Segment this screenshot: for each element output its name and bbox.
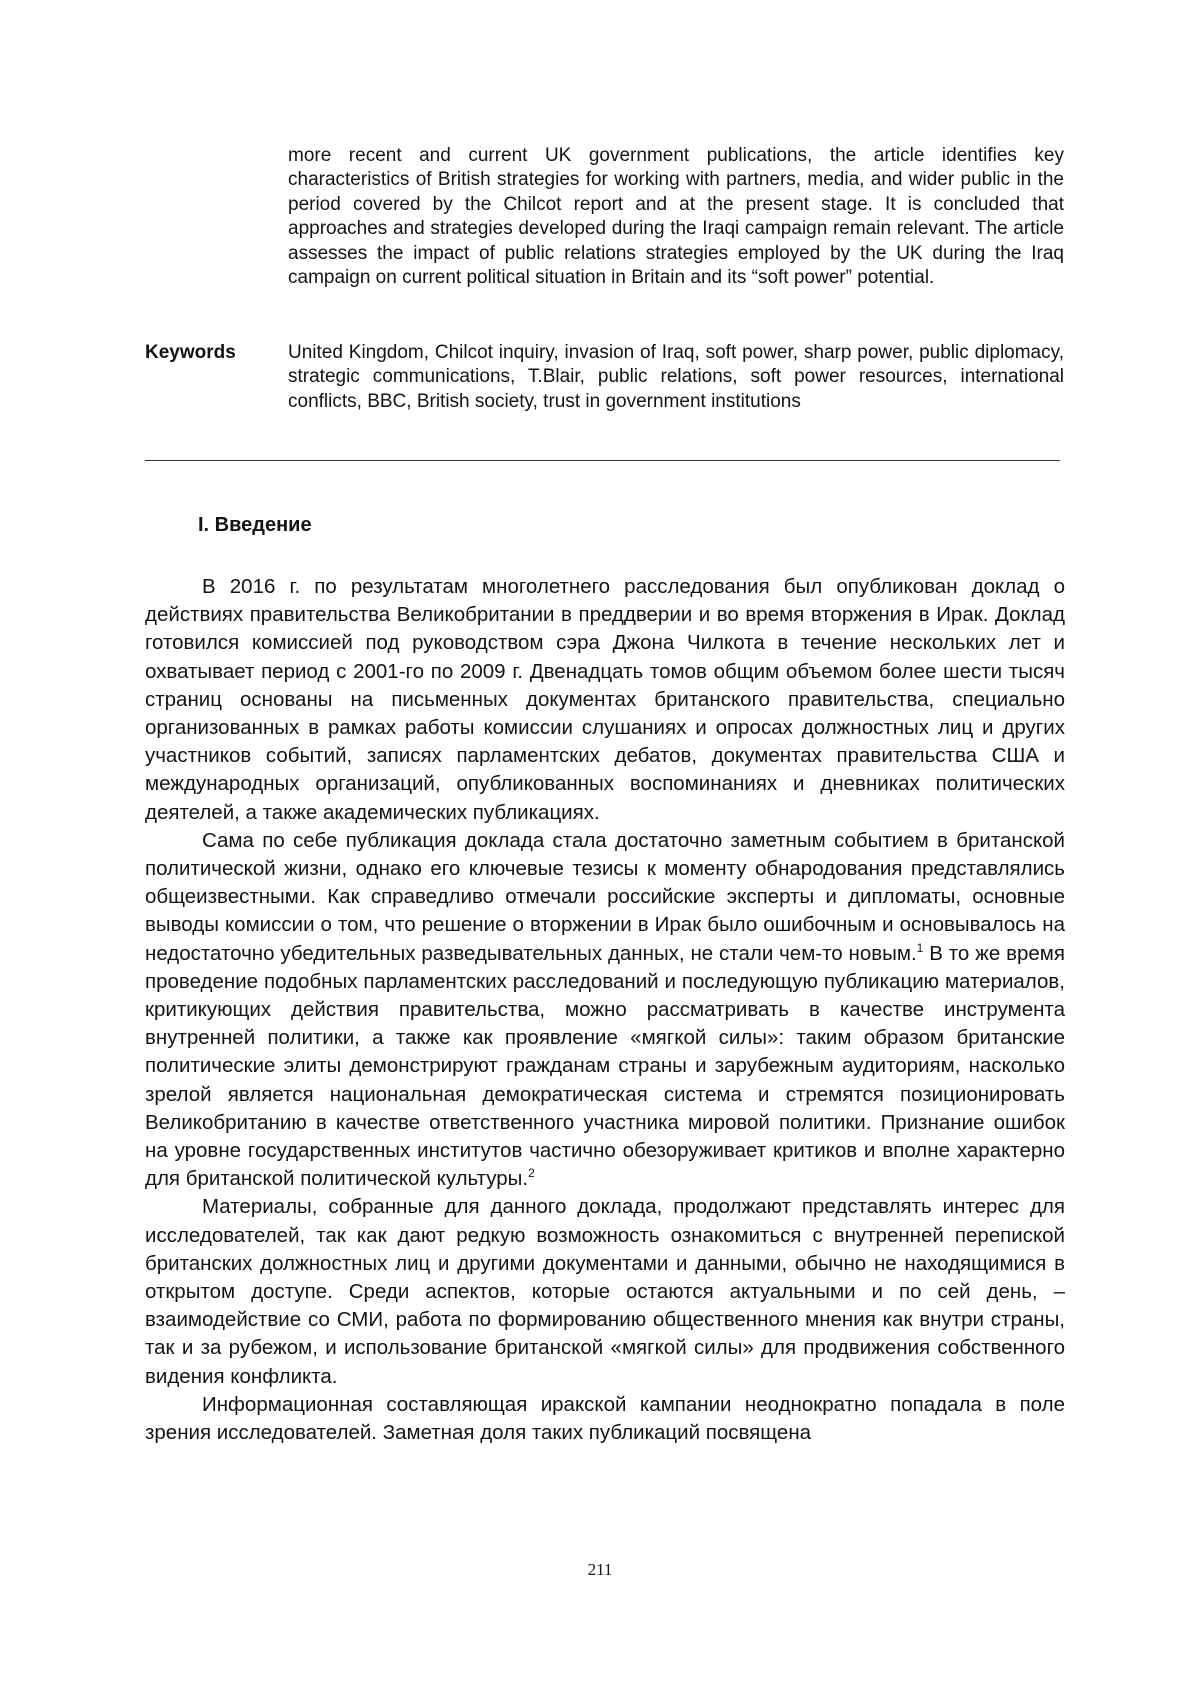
section-heading: I. Введение xyxy=(198,514,312,536)
abstract-continuation: more recent and current UK government publications, the article identifies key characteristics of British strategies for working with partners, media, and wider public in the period covered by the Chilcot report and at the present stage. It is concluded that approaches and strategies developed during the Iraqi campaign remain relevant. The article assesses the impact of public relations strategies employed by the UK during the Iraq campaign on current political situation in Britain and its “soft power” potential. xyxy=(288,145,1064,289)
page-number: 211 xyxy=(587,1560,613,1579)
paragraph-2-part-2: В то же время проведение подобных парламентских расследований и последующую публикацию материалов, критикующих действия правительства, можно рассматривать в качестве инструмента внутренней политики, а также как проявление «мягкой силы»: таким образом британские политические элиты демонстрируют гражданам страны и зарубежным аудиториям, насколько зрелой является национальная демократическая система и стремятся позиционировать Великобританию в качестве ответственного участника мировой политики. Признание ошибок на уровне государственных институтов частично обезоруживает критиков и вполне характерно для британской политической культуры. xyxy=(145,941,1065,1191)
footnote-ref-2[interactable]: 2 xyxy=(528,1166,535,1181)
keywords-label: Keywords xyxy=(145,342,236,363)
body-text xyxy=(145,573,1065,1447)
paragraph-2-part-1: Сама по себе публикация доклада стала достаточно заметным событием в британской политической жизни, однако его ключевые тезисы к моменту обнародования представлялись общеизвестными. Как справедливо отмечали российские эксперты и дипломаты, основные выводы комиссии о том, что решение о вторжении в Ирак было ошибочным и основывалось на недостаточно убедительных разведывательных данных, не стали чем-то новым. xyxy=(145,828,1065,965)
footnote-ref-1[interactable]: 1 xyxy=(916,940,924,955)
paragraph-3: Материалы, собранные для данного доклада, продолжают представлять интерес для исследователей, так как дают редкую возможность ознакомиться с внутренней перепиской британских должностных лиц и другими документами и данными, обычно не находящимися в открытом доступе. Среди аспектов, которые остаются актуальными и по сей день, – взаимодействие со СМИ, работа по формированию общественного мнения как внутри страны, так и за рубежом, и использование британской «мягкой силы» для продвижения собственного видения конфликта. xyxy=(145,1195,1065,1388)
keywords-list: United Kingdom, Chilcot inquiry, invasion of Iraq, soft power, sharp power, public diplomacy, strategic communications, T.Blair, public relations, soft power resources, international conflicts, BBC, British society, trust in government institutions xyxy=(288,342,1064,412)
paragraph-1: В 2016 г. по результатам многолетнего расследования был опубликован доклад о действиях правительства Великобритании в преддверии и во время вторжения в Ирак. Доклад готовился комиссией под руководством сэра Джона Чилкота в течение нескольких лет и охватывает период с 2001-го по 2009 г. Двенадцать томов общим объемом более шести тысяч страниц основаны на письменных документах британского правительства, специально организованных в рамках работы комиссии слушаниях и опросах должностных лиц и других участников событий, записях парламентских дебатов, документах правительства США и международных организаций, опубликованных воспоминаниях и дневниках политических деятелей, а также академических публикациях. xyxy=(145,575,1065,824)
paragraph-4: Информационная составляющая иракской кампании неоднократно попадала в поле зрения исследователей. Заметная доля таких публикаций посвящена xyxy=(145,1392,1065,1445)
separator-rule xyxy=(145,460,1060,461)
paragraph-2 xyxy=(145,827,1065,1194)
